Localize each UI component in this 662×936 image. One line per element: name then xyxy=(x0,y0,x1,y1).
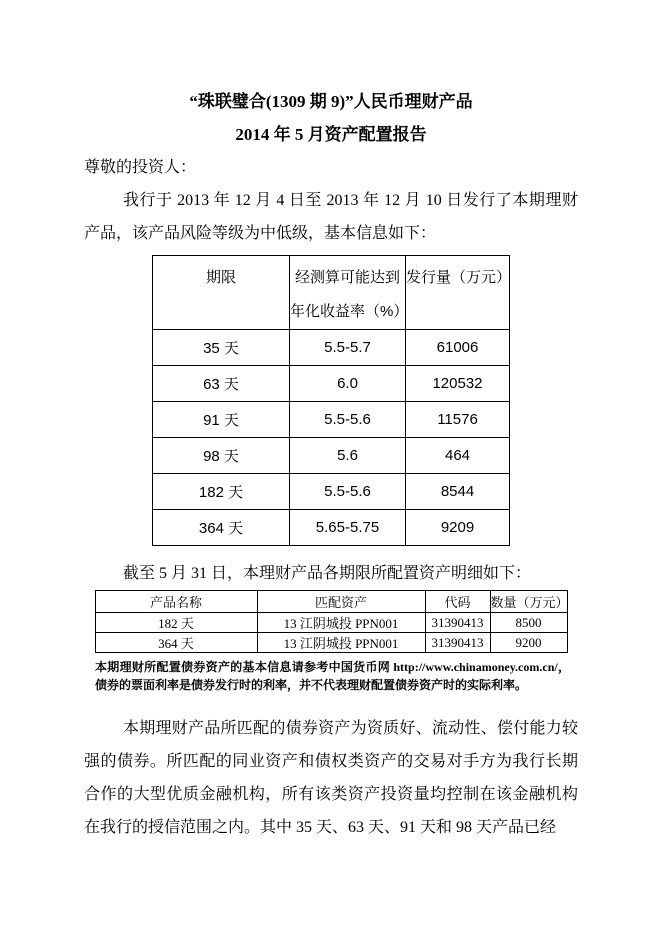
product-cell: 364 天 xyxy=(95,633,257,653)
term-cell: 35 天 xyxy=(153,330,290,366)
term-cell: 91 天 xyxy=(153,402,290,438)
volume-cell: 8544 xyxy=(406,474,510,510)
allocation-caption: 截至 5 月 31 日，本理财产品各期限所配置资产明细如下： xyxy=(123,565,532,582)
volume-cell: 61006 xyxy=(406,330,510,366)
col-header-code: 代码 xyxy=(425,591,490,613)
greeting-line: 尊敬的投资人： xyxy=(84,159,197,176)
rate-issuance-table xyxy=(152,255,510,546)
table-row xyxy=(153,366,510,402)
table-row xyxy=(95,613,567,633)
code-cell: 31390413 xyxy=(425,613,490,633)
asset-cell: 13 江阴城投 PPN001 xyxy=(257,613,425,633)
term-cell: 182 天 xyxy=(153,474,290,510)
table-row xyxy=(153,330,510,366)
rate-cell: 5.5-5.7 xyxy=(290,330,406,366)
rate-table-header xyxy=(153,256,510,330)
term-cell: 364 天 xyxy=(153,510,290,546)
closing-paragraph: 本期理财产品所匹配的债券资产为资质好、流动性、偿付能力较强的债券。所匹配的同业资产和债权类资产的交易对手方为我行长期合作的大型优质金融机构，所有该类资产投资量均控制在该金融机构在我行的授信范围之内。其中 35 天、63 天、91 天和 98 天产品已经 xyxy=(84,720,578,836)
table-header-row xyxy=(153,256,510,330)
rate-cell: 5.6 xyxy=(290,438,406,474)
table-row xyxy=(95,633,567,653)
footnote: 本期理财所配置债券资产的基本信息请参考中国货币网 http://www.chinamoney.com.cn/，债券的票面利率是债券发行时的利率，并不代表理财配置债券资产时的实际利率。 xyxy=(95,660,570,692)
amount-cell: 8500 xyxy=(490,613,567,633)
product-cell: 182 天 xyxy=(95,613,257,633)
table-row xyxy=(153,510,510,546)
amount-cell: 9200 xyxy=(490,633,567,653)
intro-paragraph: 我行于 2013 年 12 月 4 日至 2013 年 12 月 10 日发行了本期理财产品，该产品风险等级为中低级，基本信息如下： xyxy=(84,192,578,242)
col-header-asset: 匹配资产 xyxy=(257,591,425,613)
table-row xyxy=(153,438,510,474)
document-title: “珠联璧合(1309 期 9)”人民币理财产品 xyxy=(189,92,473,111)
rate-cell: 6.0 xyxy=(290,366,406,402)
rate-cell: 5.5-5.6 xyxy=(290,402,406,438)
table-row xyxy=(153,402,510,438)
volume-cell: 9209 xyxy=(406,510,510,546)
asset-cell: 13 江阴城投 PPN001 xyxy=(257,633,425,653)
col-header-rate-line2: 年化收益率（%） xyxy=(290,303,409,320)
volume-cell: 464 xyxy=(406,438,510,474)
document-subtitle: 2014 年 5 月资产配置报告 xyxy=(235,125,427,144)
rate-cell: 5.5-5.6 xyxy=(290,474,406,510)
rate-cell: 5.65-5.75 xyxy=(290,510,406,546)
table-row xyxy=(153,474,510,510)
col-header-rate-line1: 经测算可能达到 xyxy=(294,269,400,286)
col-header-product: 产品名称 xyxy=(95,591,257,613)
code-cell: 31390413 xyxy=(425,633,490,653)
term-cell: 98 天 xyxy=(153,438,290,474)
col-header-volume: 发行量（万元） xyxy=(406,256,510,330)
col-header-term: 期限 xyxy=(153,256,290,330)
volume-cell: 120532 xyxy=(406,366,510,402)
table-header-row xyxy=(95,591,567,613)
allocation-table xyxy=(95,590,568,653)
volume-cell: 11576 xyxy=(406,402,510,438)
col-header-amount: 数量（万元） xyxy=(490,591,567,613)
term-cell: 63 天 xyxy=(153,366,290,402)
col-header-rate xyxy=(290,256,409,330)
allocation-table-header xyxy=(95,591,567,613)
